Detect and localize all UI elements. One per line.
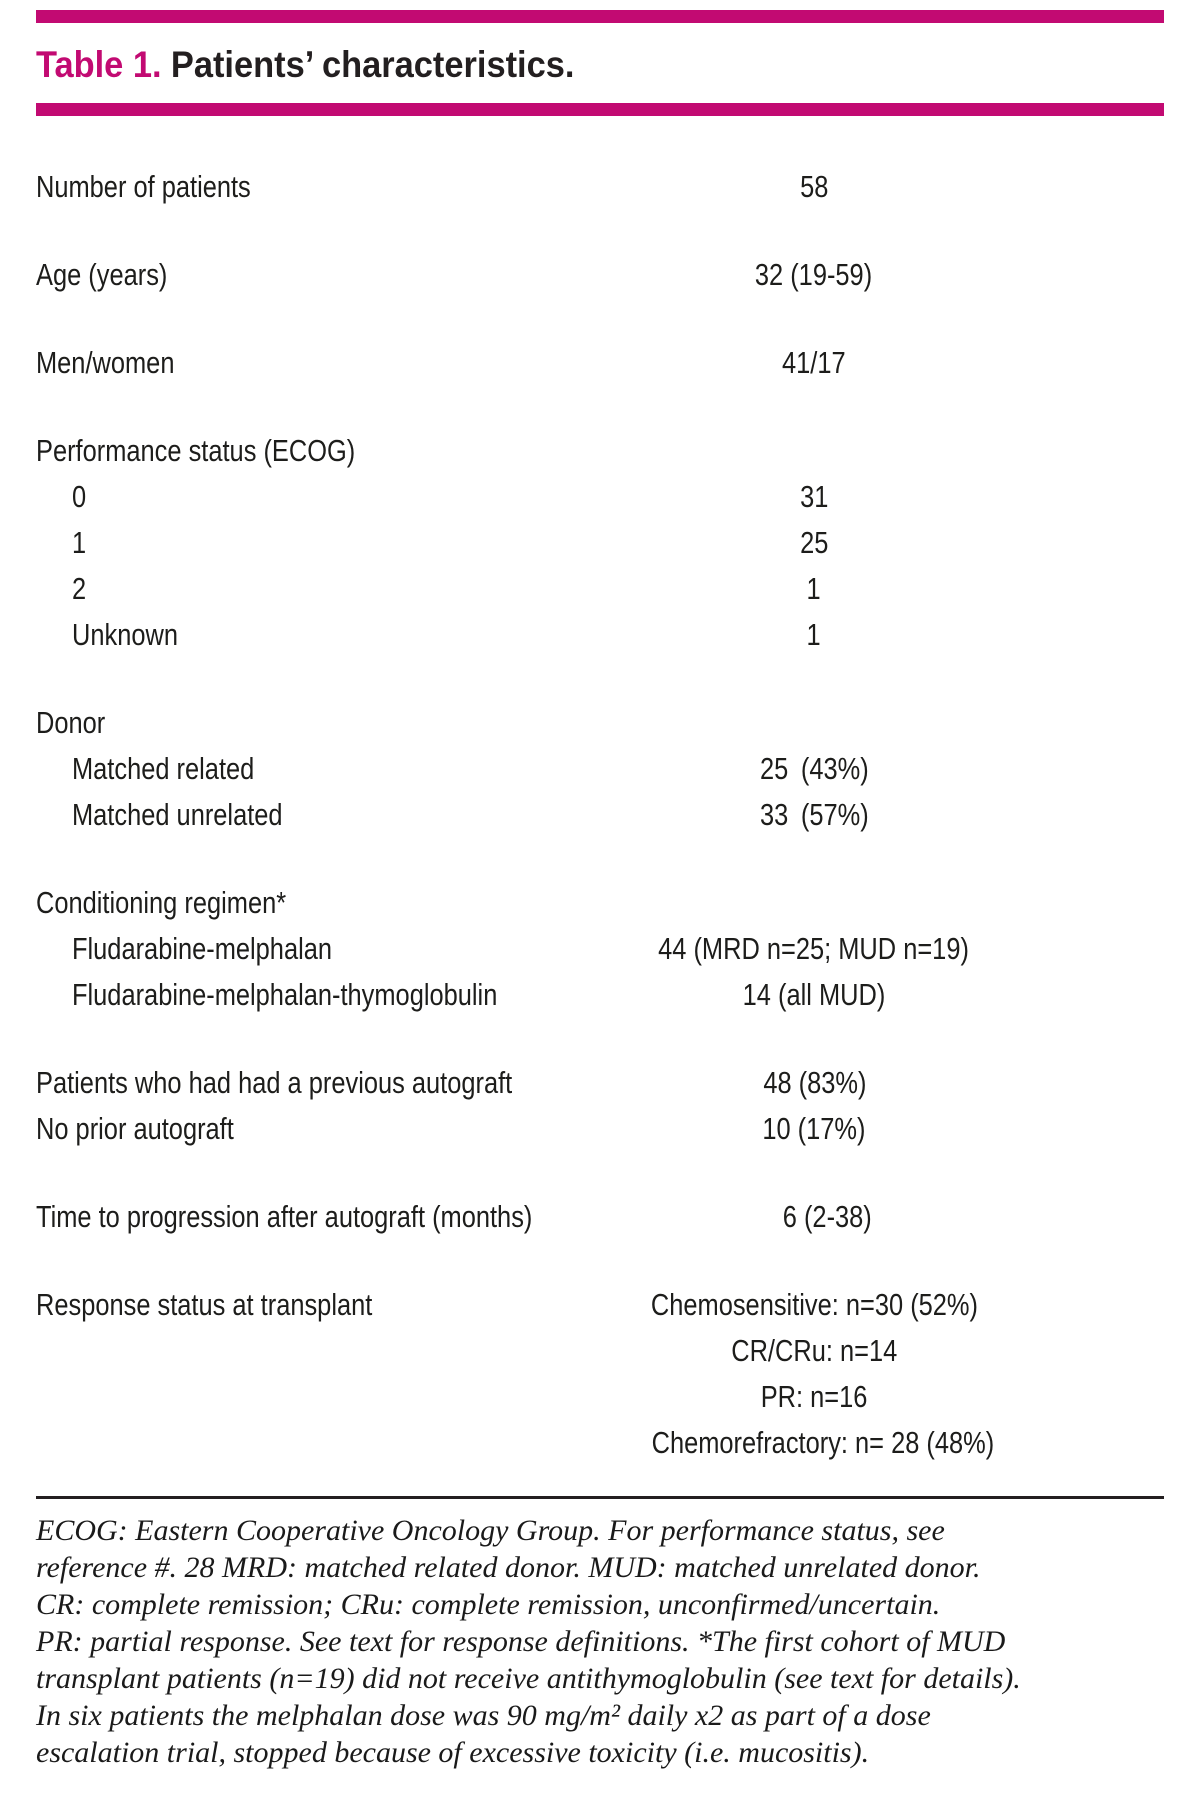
row-value: 6 (2-38) <box>783 1199 873 1234</box>
row-value: 10 (17%) <box>762 1111 866 1146</box>
row-value: 1 <box>806 571 822 606</box>
top-accent-rule <box>36 10 1164 23</box>
table-row <box>36 1420 1164 1466</box>
row-value: 32 (19-59) <box>755 257 873 292</box>
table-section <box>36 1060 1164 1152</box>
table-row <box>36 1194 1164 1240</box>
row-label: Fludarabine-melphalan <box>72 931 333 966</box>
row-label: 0 <box>72 479 87 514</box>
footnote-line: reference #. 28 MRD: matched related donor. MUD: matched unrelated donor. <box>36 1551 981 1584</box>
row-value: 48 (83%) <box>763 1065 867 1100</box>
table-title <box>36 43 1164 87</box>
row-value: Chemosensitive: n=30 (52%) <box>650 1287 978 1322</box>
row-value: 33 (57%) <box>759 797 869 832</box>
row-label: Patients who had had a previous autograft <box>36 1065 513 1100</box>
footnote-line: ECOG: Eastern Cooperative Oncology Group. For performance status, see <box>36 1514 945 1547</box>
table-title-number: Table 1. <box>36 44 162 85</box>
table-section <box>36 700 1164 838</box>
table-row <box>36 340 1164 386</box>
table-row <box>36 792 1164 838</box>
table-row <box>36 972 1164 1018</box>
table-section <box>36 340 1164 386</box>
table-section <box>36 1282 1164 1466</box>
row-value: 14 (all MUD) <box>742 977 886 1012</box>
table-section <box>36 428 1164 658</box>
row-value: 58 <box>799 169 829 204</box>
row-value: 25 (43%) <box>759 751 869 786</box>
table-row <box>36 612 1164 658</box>
footnote-line: escalation trial, stopped because of excessive toxicity (i.e. mucositis). <box>36 1736 870 1769</box>
row-label: Performance status (ECOG) <box>36 433 356 468</box>
table-row <box>36 880 1164 926</box>
footnote-line: In six patients the melphalan dose was 90 mg/m² daily x2 as part of a dose <box>36 1699 931 1732</box>
table-body <box>36 164 1164 1466</box>
row-label: Conditioning regimen* <box>36 885 287 920</box>
row-value: 31 <box>799 479 829 514</box>
footnote-line: PR: partial response. See text for response definitions. *The first cohort of MUD <box>36 1625 1006 1658</box>
table-row <box>36 164 1164 210</box>
row-value: Chemorefractory: n= 28 (48%) <box>651 1425 995 1460</box>
table-row <box>36 1106 1164 1152</box>
header-accent-rule <box>36 103 1164 116</box>
row-value: PR: n=16 <box>760 1379 868 1414</box>
table-footnote <box>36 1512 1164 1771</box>
row-value: 25 <box>799 525 829 560</box>
row-label: Matched related <box>72 751 255 786</box>
table-row <box>36 252 1164 298</box>
row-label: Number of patients <box>36 169 251 204</box>
table-row <box>36 428 1164 474</box>
footnote-divider-rule <box>36 1496 1164 1499</box>
row-label: Fludarabine-melphalan-thymoglobulin <box>72 977 498 1012</box>
footnote-line: transplant patients (n=19) did not receive antithymoglobulin (see text for details). <box>36 1662 1021 1695</box>
footnote-line: CR: complete remission; CRu: complete remission, unconfirmed/uncertain. <box>36 1588 941 1621</box>
row-label: Donor <box>36 705 106 740</box>
table-row <box>36 1328 1164 1374</box>
row-value: 44 (MRD n=25; MUD n=19) <box>658 931 970 966</box>
table-row <box>36 566 1164 612</box>
row-label: Response status at transplant <box>36 1287 373 1322</box>
table-row <box>36 474 1164 520</box>
table-row <box>36 520 1164 566</box>
row-label: No prior autograft <box>36 1111 234 1146</box>
table-row <box>36 926 1164 972</box>
table-title-text: Patients’ characteristics. <box>170 44 575 85</box>
table-row <box>36 746 1164 792</box>
table-row <box>36 700 1164 746</box>
table-row <box>36 1060 1164 1106</box>
table-row <box>36 1374 1164 1420</box>
table-section <box>36 880 1164 1018</box>
row-value: CR/CRu: n=14 <box>730 1333 898 1368</box>
row-value: 1 <box>806 617 822 652</box>
row-label: Age (years) <box>36 257 168 292</box>
row-label: 2 <box>72 571 87 606</box>
row-label: Unknown <box>72 617 178 652</box>
table-row <box>36 1282 1164 1328</box>
row-label: Time to progression after autograft (months) <box>36 1199 533 1234</box>
table-section <box>36 252 1164 298</box>
row-value: 41/17 <box>782 345 846 380</box>
table-section <box>36 164 1164 210</box>
row-label: Matched unrelated <box>72 797 283 832</box>
row-label: 1 <box>72 525 87 560</box>
table-section <box>36 1194 1164 1240</box>
row-label: Men/women <box>36 345 175 380</box>
